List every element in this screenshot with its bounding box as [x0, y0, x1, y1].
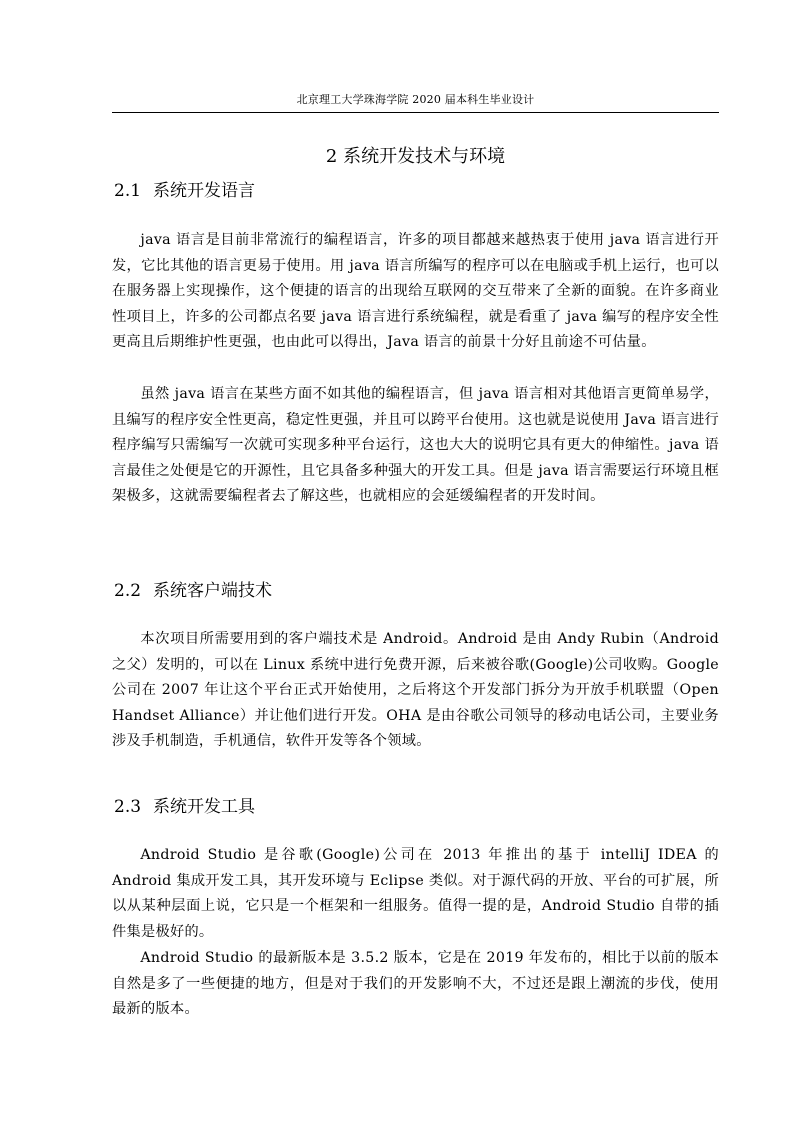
- section-title: 系统开发工具: [153, 797, 256, 817]
- section-number: 2.2: [114, 581, 142, 601]
- section-heading-2-2: [114, 579, 272, 603]
- section-heading-2-1: [114, 179, 255, 203]
- section-number: 2.3: [114, 797, 142, 817]
- paragraph: Android Studio 的最新版本是 3.5.2 版本，它是在 2019 年发布的，相比于以前的版本自然是多了一些便捷的地方，但是对于我们的开发影响不大，不过还是跟上潮流的步伐，使用最新的版本。: [112, 950, 719, 1018]
- section-heading-2-3: [114, 795, 255, 819]
- paragraph: 虽然 java 语言在某些方面不如其他的编程语言，但 java 语言相对其他语言更简单易学，且编写的程序安全性更高，稳定性更强，并且可以跨平台使用。这也就是说使用 Java 语言进行程序编写只需编写一次就可实现多种平台运行，这也大大的说明它具有更大的伸缩性。java 语言最佳之处便是它的开源性，且它具备多种强大的开发工具。但是 java 语言需要运行环境且框架极多，这就需要编程者去了解这些，也就相应的会延缓编程者的开发时间。: [112, 386, 719, 505]
- running-header: 北京理工大学珠海学院 2020 届本科生毕业设计: [296, 93, 535, 106]
- section-title: 系统开发语言: [153, 181, 256, 201]
- section-number: 2.1: [114, 181, 142, 201]
- paragraph: java 语言是目前非常流行的编程语言，许多的项目都越来越热衷于使用 java 语言进行开发，它比其他的语言更易于使用。用 java 语言所编写的程序可以在电脑或手机上运行，也可以在服务器上实现操作，这个便捷的语言的出现给互联网的交互带来了全新的面貌。在许多商业性项目上，许多的公司都点名要 java 语言进行系统编程，就是看重了 java 编写的程序安全性更高且后期维护性更强，也由此可以得出，Java 语言的前景十分好且前途不可估量。: [112, 232, 719, 351]
- header-rule: [112, 112, 719, 113]
- paragraph: Android Studio 是谷歌(Google)公司在 2013 年推出的基于 intelliJ IDEA 的 Android 集成开发工具，其开发环境与 Eclipse 类似。对于源代码的开放、平台的可扩展，所以从某种层面上说，它只是一个框架和一组服务。值得一提的是，Android Studio 自带的插件集是极好的。: [112, 847, 719, 940]
- paragraph: 本次项目所需要用到的客户端技术是 Android。Android 是由 Andy Rubin（Android 之父）发明的，可以在 Linux 系统中进行免费开源，后来被谷歌(Google)公司收购。Google 公司在 2007 年让这个平台正式开始使用，之后将这个开发部门拆分为开放手机联盟（Open Handset Alliance）并让他们进行开发。OHA 是由谷歌公司领导的移动电话公司，主要业务涉及手机制造，手机通信，软件开发等各个领域。: [112, 631, 719, 750]
- chapter-title: 2 系统开发技术与环境: [325, 146, 506, 167]
- section-title: 系统客户端技术: [153, 581, 273, 601]
